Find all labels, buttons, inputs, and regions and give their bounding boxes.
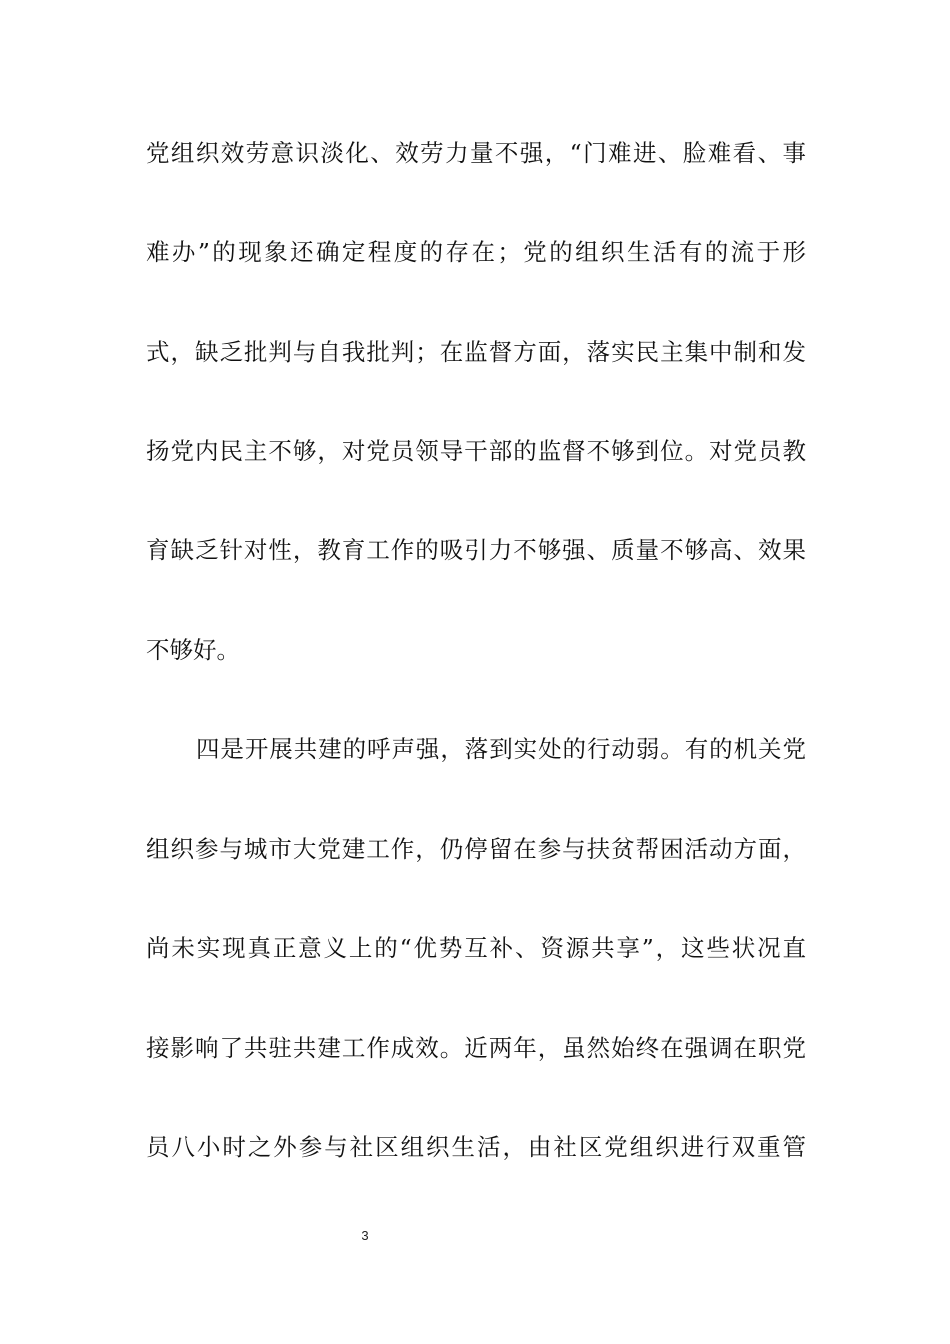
paragraph-line: 组织参与城市大党建工作，仍停留在参与扶贫帮困活动方面， (146, 835, 806, 863)
paragraph-line: 扬党内民主不够，对党员领导干部的监督不够到位。对党员教 (146, 437, 806, 465)
paragraph-line: 不够好。 (146, 636, 240, 664)
paragraph-line: 育缺乏针对性，教育工作的吸引力不够强、质量不够高、效果 (146, 536, 806, 564)
paragraph-line: 员八小时之外参与社区组织生活，由社区党组织进行双重管 (146, 1133, 806, 1161)
page-number: 3 (361, 1228, 369, 1243)
paragraph-line: 接影响了共驻共建工作成效。近两年，虽然始终在强调在职党 (146, 1034, 806, 1062)
paragraph-line: 尚未实现真正意义上的“优势互补、资源共享”，这些状况直 (146, 934, 806, 962)
paragraph-line: 式，缺乏批判与自我批判；在监督方面，落实民主集中制和发 (146, 338, 806, 366)
paragraph-line: 党组织效劳意识淡化、效劳力量不强，“门难进、脸难看、事 (146, 139, 806, 167)
paragraph-line: 难办”的现象还确定程度的存在；党的组织生活有的流于形 (146, 238, 806, 266)
paragraph-line: 四是开展共建的呼声强，落到实处的行动弱。有的机关党 (196, 735, 806, 763)
